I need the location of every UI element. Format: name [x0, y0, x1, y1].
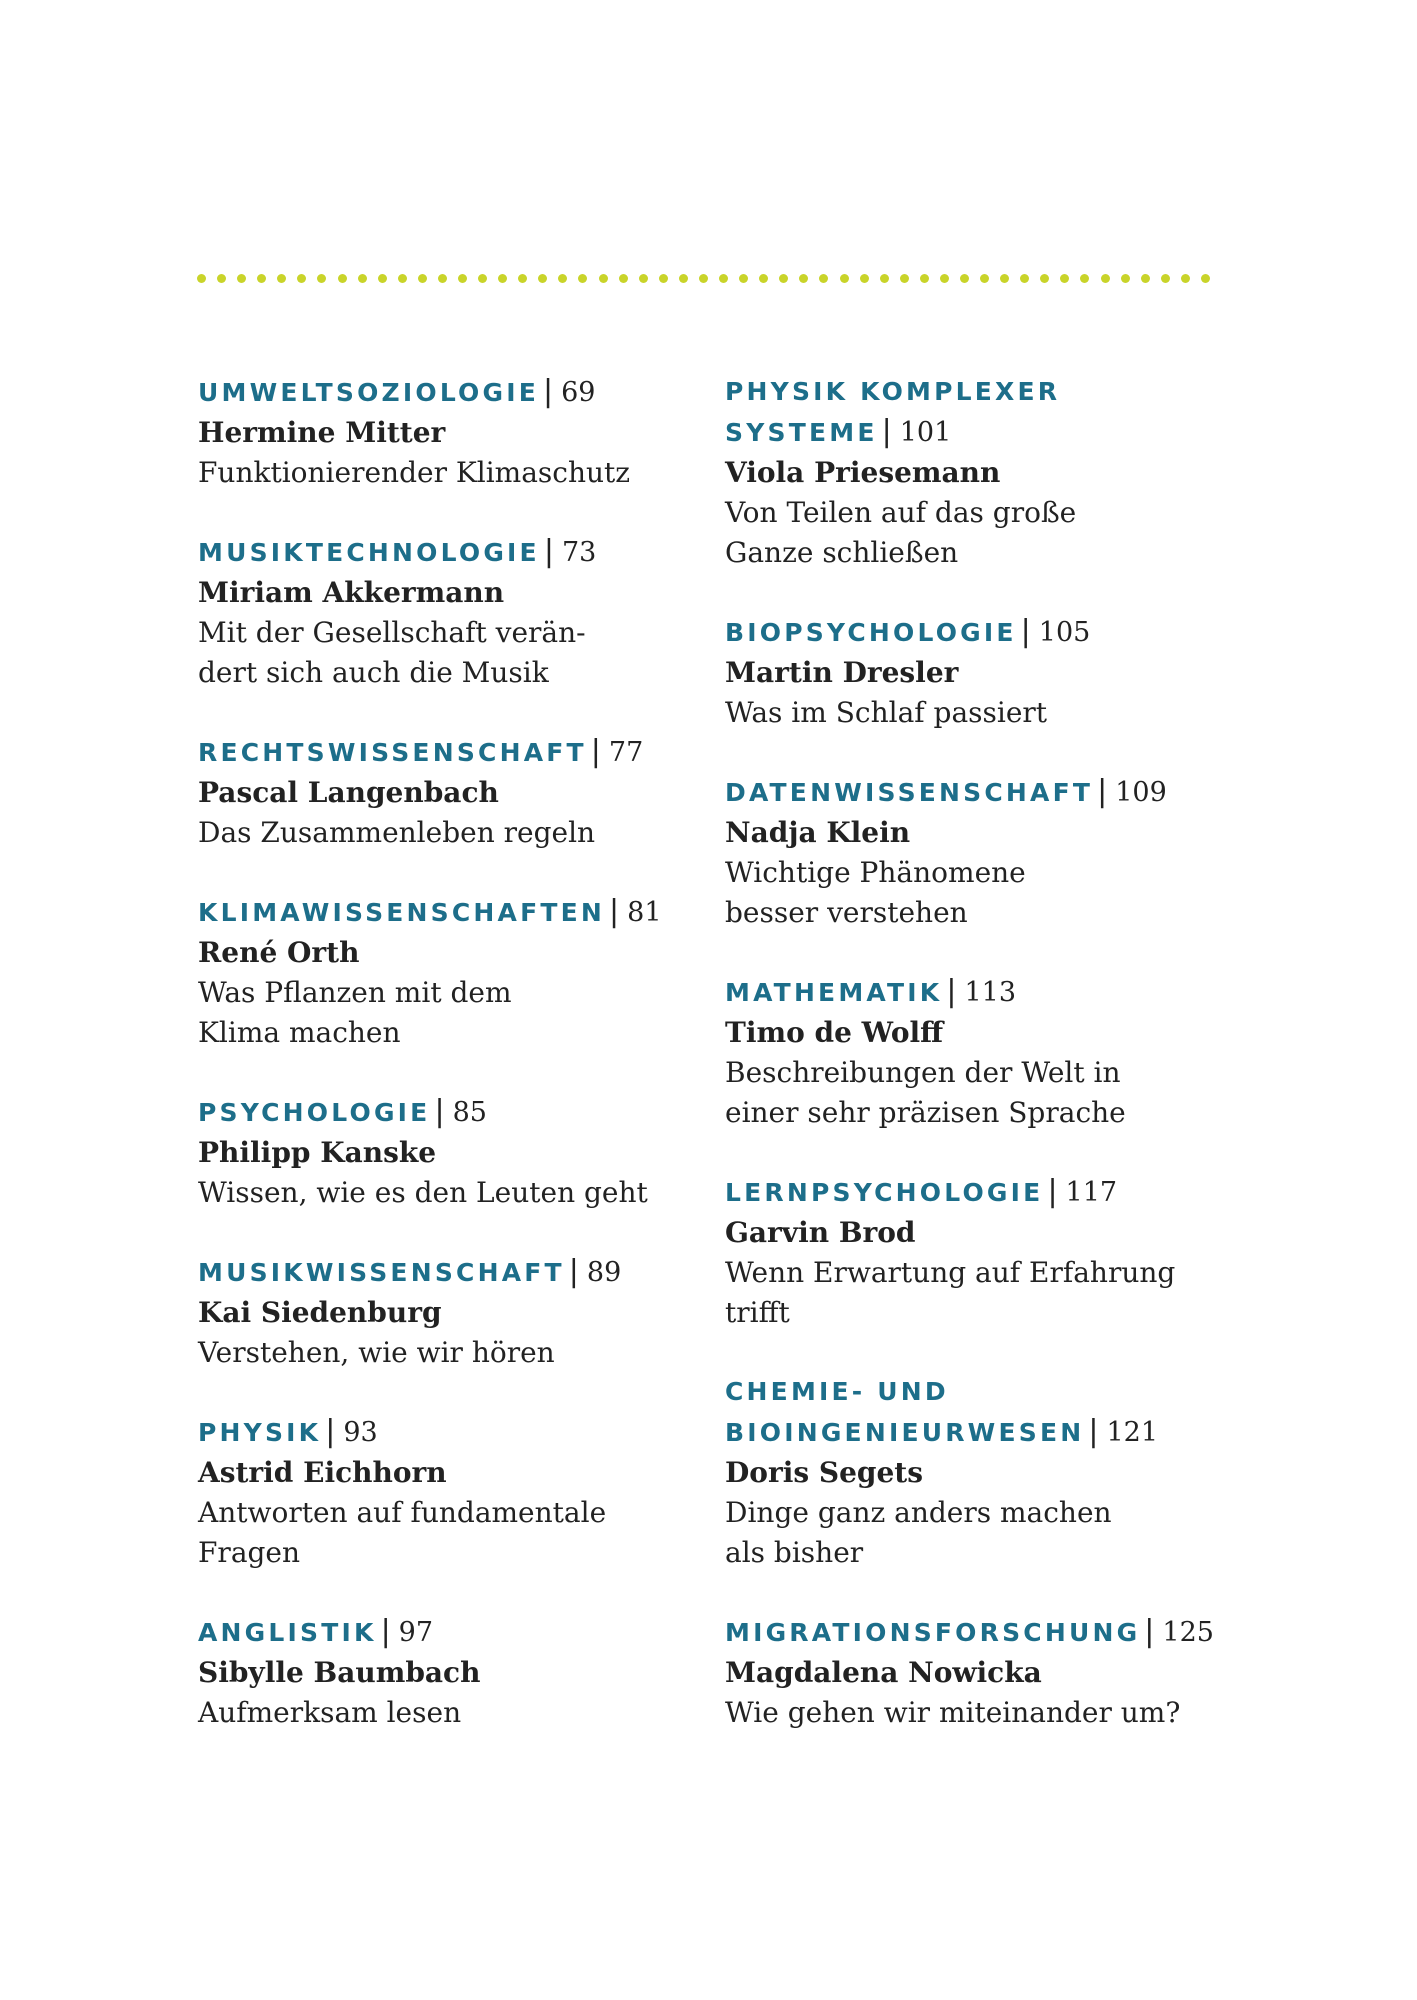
separator-bar: |: [1097, 774, 1108, 809]
author-name: Astrid Eichhorn: [198, 1456, 447, 1489]
rule-dot: [538, 274, 547, 283]
rule-dot: [358, 274, 367, 283]
separator-bar: |: [380, 1614, 391, 1649]
rule-dot: [599, 274, 608, 283]
rule-dot: [719, 274, 728, 283]
essay-title-line: Aufmerksam lesen: [198, 1696, 462, 1729]
essay-title-line: Verstehen, wie wir hören: [198, 1336, 555, 1369]
essay-title-line: dert sich auch die Musik: [198, 656, 549, 689]
page-number: 97: [398, 1617, 434, 1648]
subject-heading: [725, 1412, 1205, 1453]
subject-heading: [725, 372, 1205, 412]
toc-entry: [198, 532, 678, 693]
essay-title-line: Funktionierender Klimaschutz: [198, 456, 631, 489]
subject-heading: [725, 412, 1205, 453]
page-number: 93: [343, 1417, 378, 1448]
separator-bar: |: [881, 414, 892, 449]
subject-heading: [198, 1092, 678, 1133]
author-name: Magdalena Nowicka: [725, 1656, 1042, 1689]
page-number: 69: [561, 377, 596, 408]
essay-title-line: Wichtige Phänomene: [725, 856, 1026, 889]
rule-dot: [1000, 274, 1009, 283]
toc-entry: [725, 1372, 1205, 1573]
author-name: Pascal Langenbach: [198, 776, 499, 809]
author-name: Sibylle Baumbach: [198, 1656, 481, 1689]
rule-dot: [1101, 274, 1110, 283]
toc-entry: [725, 612, 1205, 733]
rule-dot: [478, 274, 487, 283]
rule-dot: [257, 274, 266, 283]
page-number: 117: [1065, 1177, 1118, 1208]
subject-heading-text: BIOINGENIEURWESEN: [725, 1418, 1085, 1447]
subject-heading: [198, 892, 678, 933]
essay-title-line: Ganze schließen: [725, 536, 959, 569]
separator-bar: |: [1088, 1414, 1099, 1449]
rule-dot: [277, 274, 286, 283]
essay-title-line: Mit der Gesellschaft verän-: [198, 616, 586, 649]
rule-dot: [960, 274, 969, 283]
rule-dot: [779, 274, 788, 283]
subject-heading-text: MIGRATIONSFORSCHUNG: [725, 1618, 1141, 1647]
subject-heading-text: MATHEMATIK: [725, 978, 943, 1007]
subject-heading: [725, 612, 1205, 653]
separator-bar: |: [1020, 614, 1031, 649]
rule-dot: [237, 274, 246, 283]
author-name: Garvin Brod: [725, 1216, 916, 1249]
rule-dot: [940, 274, 949, 283]
page-number: 101: [899, 417, 952, 448]
author-name: Viola Priesemann: [725, 456, 1001, 489]
author-name: Doris Segets: [725, 1456, 923, 1489]
subject-heading-text: ANGLISTIK: [198, 1618, 377, 1647]
subject-heading-text: PHYSIK: [198, 1418, 322, 1447]
essay-title-line: Wissen, wie es den Leuten geht: [198, 1176, 648, 1209]
author-name: Hermine Mitter: [198, 416, 446, 449]
rule-dot: [518, 274, 527, 283]
separator-bar: |: [609, 894, 620, 929]
rule-dot: [819, 274, 828, 283]
rule-dot: [679, 274, 688, 283]
rule-dot: [739, 274, 748, 283]
rule-dot: [317, 274, 326, 283]
subject-heading: [198, 1412, 678, 1453]
rule-dot: [378, 274, 387, 283]
subject-heading: [198, 732, 678, 773]
rule-dot: [759, 274, 768, 283]
toc-entry: [198, 892, 678, 1053]
toc-entry: [725, 1612, 1214, 1733]
page-number: 85: [452, 1097, 487, 1128]
subject-heading-text: CHEMIE- UND: [725, 1377, 949, 1406]
subject-heading-text: UMWELTSOZIOLOGIE: [198, 378, 540, 407]
rule-dot: [418, 274, 427, 283]
subject-heading-text: MUSIKTECHNOLOGIE: [198, 538, 540, 567]
page-number: 125: [1162, 1617, 1214, 1648]
subject-heading: [198, 1252, 678, 1293]
page-number: 81: [627, 897, 662, 928]
rule-dot: [1141, 274, 1150, 283]
subject-heading-text: DATENWISSENSCHAFT: [725, 778, 1094, 807]
author-name: René Orth: [198, 936, 360, 969]
separator-bar: |: [543, 374, 554, 409]
toc-entry: [198, 1092, 678, 1213]
separator-bar: |: [946, 974, 957, 1009]
essay-title-line: Was im Schlaf passiert: [725, 696, 1048, 729]
page-number: 109: [1115, 777, 1167, 808]
rule-dot: [840, 274, 849, 283]
toc-entry: [198, 1612, 678, 1733]
subject-heading: [725, 1172, 1205, 1213]
subject-heading-text: RECHTSWISSENSCHAFT: [198, 738, 587, 767]
rule-dot: [558, 274, 567, 283]
subject-heading-text: LERNPSYCHOLOGIE: [725, 1178, 1044, 1207]
rule-dot: [297, 274, 306, 283]
author-name: Miriam Akkermann: [198, 576, 505, 609]
separator-bar: |: [1144, 1614, 1155, 1649]
subject-heading-text: BIOPSYCHOLOGIE: [725, 618, 1017, 647]
rule-dot: [398, 274, 407, 283]
rule-dot: [438, 274, 447, 283]
essay-title-line: einer sehr präzisen Sprache: [725, 1096, 1126, 1129]
author-name: Philipp Kanske: [198, 1136, 437, 1169]
toc-entry: [198, 732, 678, 853]
page-number: 77: [608, 737, 644, 768]
essay-title-line: Dinge ganz anders machen: [725, 1496, 1112, 1529]
separator-bar: |: [434, 1094, 445, 1129]
subject-heading: [725, 1372, 1205, 1412]
toc-entry: [198, 1412, 678, 1573]
essay-title-line: Das Zusammenleben regeln: [198, 816, 596, 849]
rule-dot: [920, 274, 929, 283]
page-number: 105: [1038, 617, 1091, 648]
rule-dot: [1060, 274, 1069, 283]
rule-dot: [619, 274, 628, 283]
dotted-divider: [197, 273, 1210, 283]
essay-title-line: Antworten auf fundamentale: [198, 1496, 607, 1529]
author-name: Martin Dresler: [725, 656, 959, 689]
rule-dot: [1040, 274, 1049, 283]
author-name: Kai Siedenburg: [198, 1296, 442, 1329]
author-name: Nadja Klein: [725, 816, 911, 849]
essay-title-line: Von Teilen auf das große: [725, 496, 1077, 529]
rule-dot: [1020, 274, 1029, 283]
rule-dot: [1121, 274, 1130, 283]
rule-dot: [458, 274, 467, 283]
subject-heading-text: KLIMAWISSENSCHAFTEN: [198, 898, 606, 927]
essay-title-line: Was Pflanzen mit dem: [198, 976, 512, 1009]
subject-heading: [198, 1612, 678, 1653]
toc-entry: [725, 1172, 1205, 1333]
rule-dot: [980, 274, 989, 283]
page-number: 121: [1106, 1417, 1159, 1448]
toc-entry: [725, 372, 1205, 573]
separator-bar: |: [543, 534, 554, 569]
rule-dot: [197, 274, 206, 283]
essay-title-line: Wie gehen wir miteinander um?: [725, 1696, 1181, 1729]
separator-bar: |: [1047, 1174, 1058, 1209]
essay-title-line: Wenn Erwartung auf Erfahrung: [725, 1256, 1176, 1289]
rule-dot: [1201, 274, 1210, 283]
essay-title-line: Klima machen: [198, 1016, 401, 1049]
page-number: 113: [964, 977, 1017, 1008]
page-number: 89: [586, 1257, 622, 1288]
rule-dot: [639, 274, 648, 283]
toc-entry: [725, 772, 1205, 933]
separator-bar: |: [590, 734, 601, 769]
subject-heading: [725, 1612, 1214, 1653]
rule-dot: [578, 274, 587, 283]
rule-dot: [880, 274, 889, 283]
rule-dot: [338, 274, 347, 283]
rule-dot: [659, 274, 668, 283]
subject-heading: [198, 372, 678, 413]
subject-heading: [725, 772, 1205, 813]
essay-title-line: trifft: [725, 1296, 790, 1329]
author-name: Timo de Wolff: [725, 1016, 944, 1049]
subject-heading-text: MUSIKWISSENSCHAFT: [198, 1258, 565, 1287]
essay-title-line: Fragen: [198, 1536, 301, 1569]
subject-heading-text: SYSTEME: [725, 418, 878, 447]
subject-heading-text: PHYSIK KOMPLEXER: [725, 377, 1061, 406]
essay-title-line: besser verstehen: [725, 896, 968, 929]
subject-heading: [725, 972, 1205, 1013]
rule-dot: [699, 274, 708, 283]
rule-dot: [1161, 274, 1170, 283]
separator-bar: |: [325, 1414, 336, 1449]
essay-title-line: als bisher: [725, 1536, 864, 1569]
toc-entry: [725, 972, 1205, 1133]
toc-entry: [198, 372, 678, 493]
toc-entry: [198, 1252, 678, 1373]
rule-dot: [1181, 274, 1190, 283]
rule-dot: [498, 274, 507, 283]
rule-dot: [900, 274, 909, 283]
rule-dot: [217, 274, 226, 283]
subject-heading: [198, 532, 678, 573]
subject-heading-text: PSYCHOLOGIE: [198, 1098, 431, 1127]
rule-dot: [860, 274, 869, 283]
rule-dot: [1080, 274, 1089, 283]
essay-title-line: Beschreibungen der Welt in: [725, 1056, 1121, 1089]
page-number: 73: [561, 537, 597, 568]
rule-dot: [799, 274, 808, 283]
separator-bar: |: [568, 1254, 579, 1289]
